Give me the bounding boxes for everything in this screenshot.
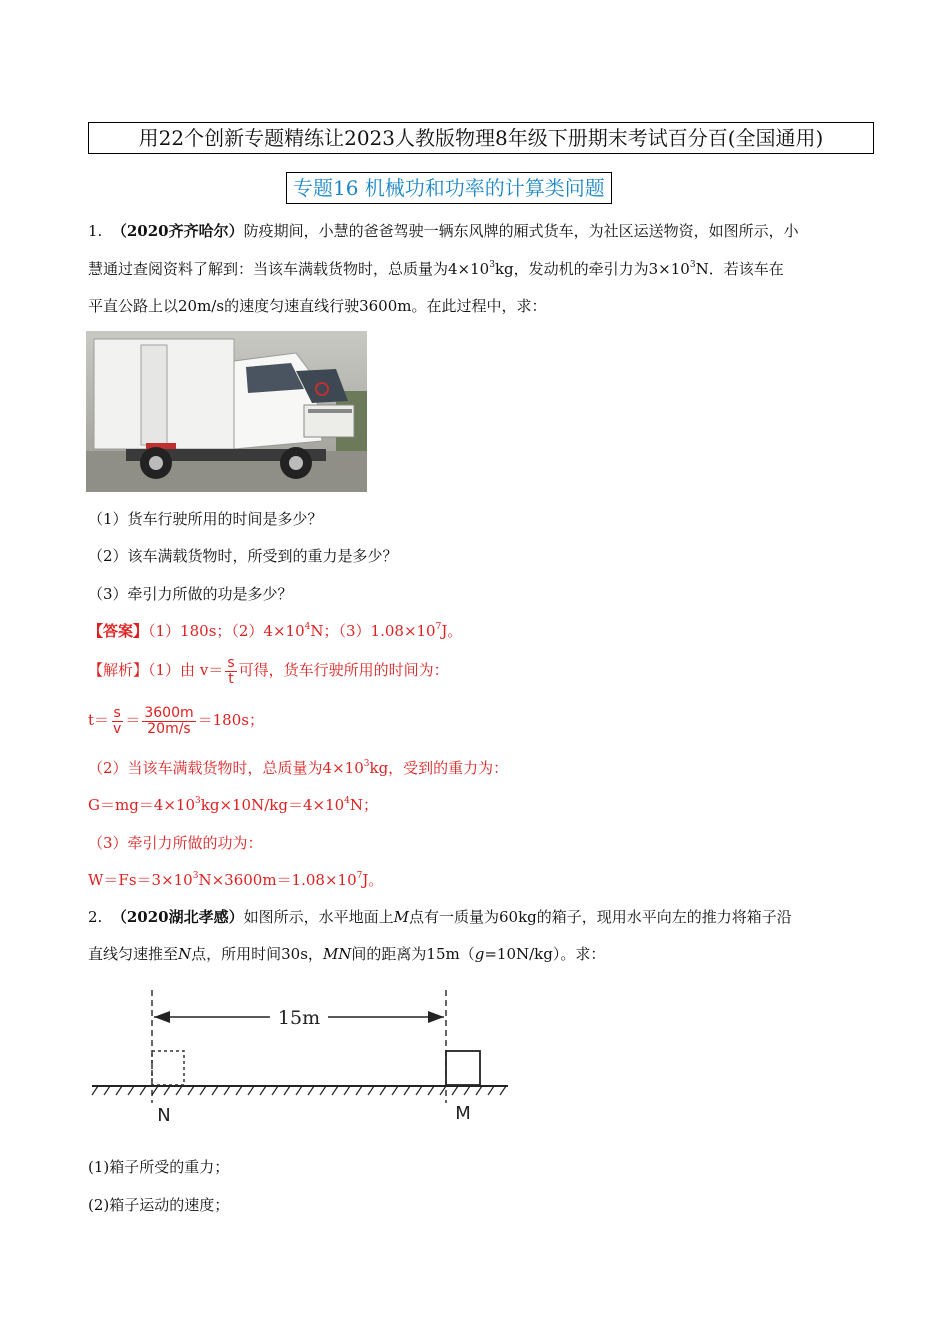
truck-photo xyxy=(86,331,367,492)
q2-sub2: (2)箱子运动的速度； xyxy=(88,1196,230,1214)
q1-line3: 平直公路上以20m/s的速度匀速直线行驶3600m。在此过程中，求： xyxy=(88,297,547,315)
q1-step3: （3）牵引力所做的功为： xyxy=(88,834,263,852)
q1-sub1: （1）货车行驶所用的时间是多少？ xyxy=(88,510,323,528)
q1-calc-t: t＝ $\frac{s}{v}$ ＝ $\frac{3600m}{20m/s}$ ＝180s； xyxy=(88,704,264,737)
q2-line1: 2. （2020湖北孝感）如图所示，水平地面上M点有一质量为60kg的箱子，现用水平向左的推力将箱子沿 xyxy=(88,908,792,926)
fraction-s-over-v: $\frac{s}{v}$ xyxy=(113,704,122,737)
q1-sub3: （3）牵引力所做的功是多少？ xyxy=(88,585,293,603)
q2-sub1: (1)箱子所受的重力； xyxy=(88,1158,230,1176)
q1-gravity-calc: $G=mg=4\times 10^3kg\times 10N/kg=4\times 10^4N$； xyxy=(88,796,379,814)
topic-title: 专题16 机械功和功率的计算类问题 xyxy=(286,172,612,204)
q1-line2: 慧通过查阅资料了解到：当该车满载货物时，总质量为$4\times 10^3kg$，发动机的牵引力为$3\times 10^3N$．若该车在 xyxy=(88,260,784,278)
fraction-distance-over-speed: $\frac{3600m}{20m/s}$ xyxy=(144,704,194,737)
document-banner: 用22个创新专题精练让2023人教版物理8年级下册期末考试百分百(全国通用) xyxy=(88,122,874,154)
q1-number: 1. xyxy=(88,222,103,240)
q1-answer: 【答案】（1）180s；$(2)4\times 10^4N$；$(3)1.08\times 10^7J$。 xyxy=(88,622,463,640)
q1-work-calc: $W=Fs=3\times 10^3N\times 3600m=1.08\times 10^7J$。 xyxy=(88,871,384,889)
q1-line1: 1. （2020齐齐哈尔）防疫期间，小慧的爸爸驾驶一辆东风牌的厢式货车，为社区运送物资，如图所示，小 xyxy=(88,222,799,240)
point-m-label: M xyxy=(455,1103,471,1124)
q1-step2: （2）当该车满载货物时，总质量为$4\times 10^3kg$，受到的重力为： xyxy=(88,759,509,777)
analysis-tag: 【解析】 xyxy=(88,661,149,679)
q2-line2: 直线匀速推至N点，所用时间30s，MN间的距离为15m（g=10N/kg）。求： xyxy=(88,945,606,963)
distance-label: 15m xyxy=(277,1007,321,1029)
answer-tag: 【答案】 xyxy=(88,622,149,640)
q1-source: （2020齐齐哈尔） xyxy=(111,222,244,240)
motion-diagram xyxy=(90,985,510,1125)
q1-sub2: （2）该车满载货物时，所受到的重力是多少？ xyxy=(88,547,398,565)
fraction-s-over-t: $\frac{s}{t}$ xyxy=(227,654,235,687)
q1-analysis: 【解析】（1）由 v＝ $\frac{s}{t}$ 可得，货车行驶所用的时间为： xyxy=(88,654,449,687)
q2-number: 2. xyxy=(88,908,103,926)
point-n-label: N xyxy=(157,1105,171,1125)
q2-source: （2020湖北孝感） xyxy=(111,908,244,926)
